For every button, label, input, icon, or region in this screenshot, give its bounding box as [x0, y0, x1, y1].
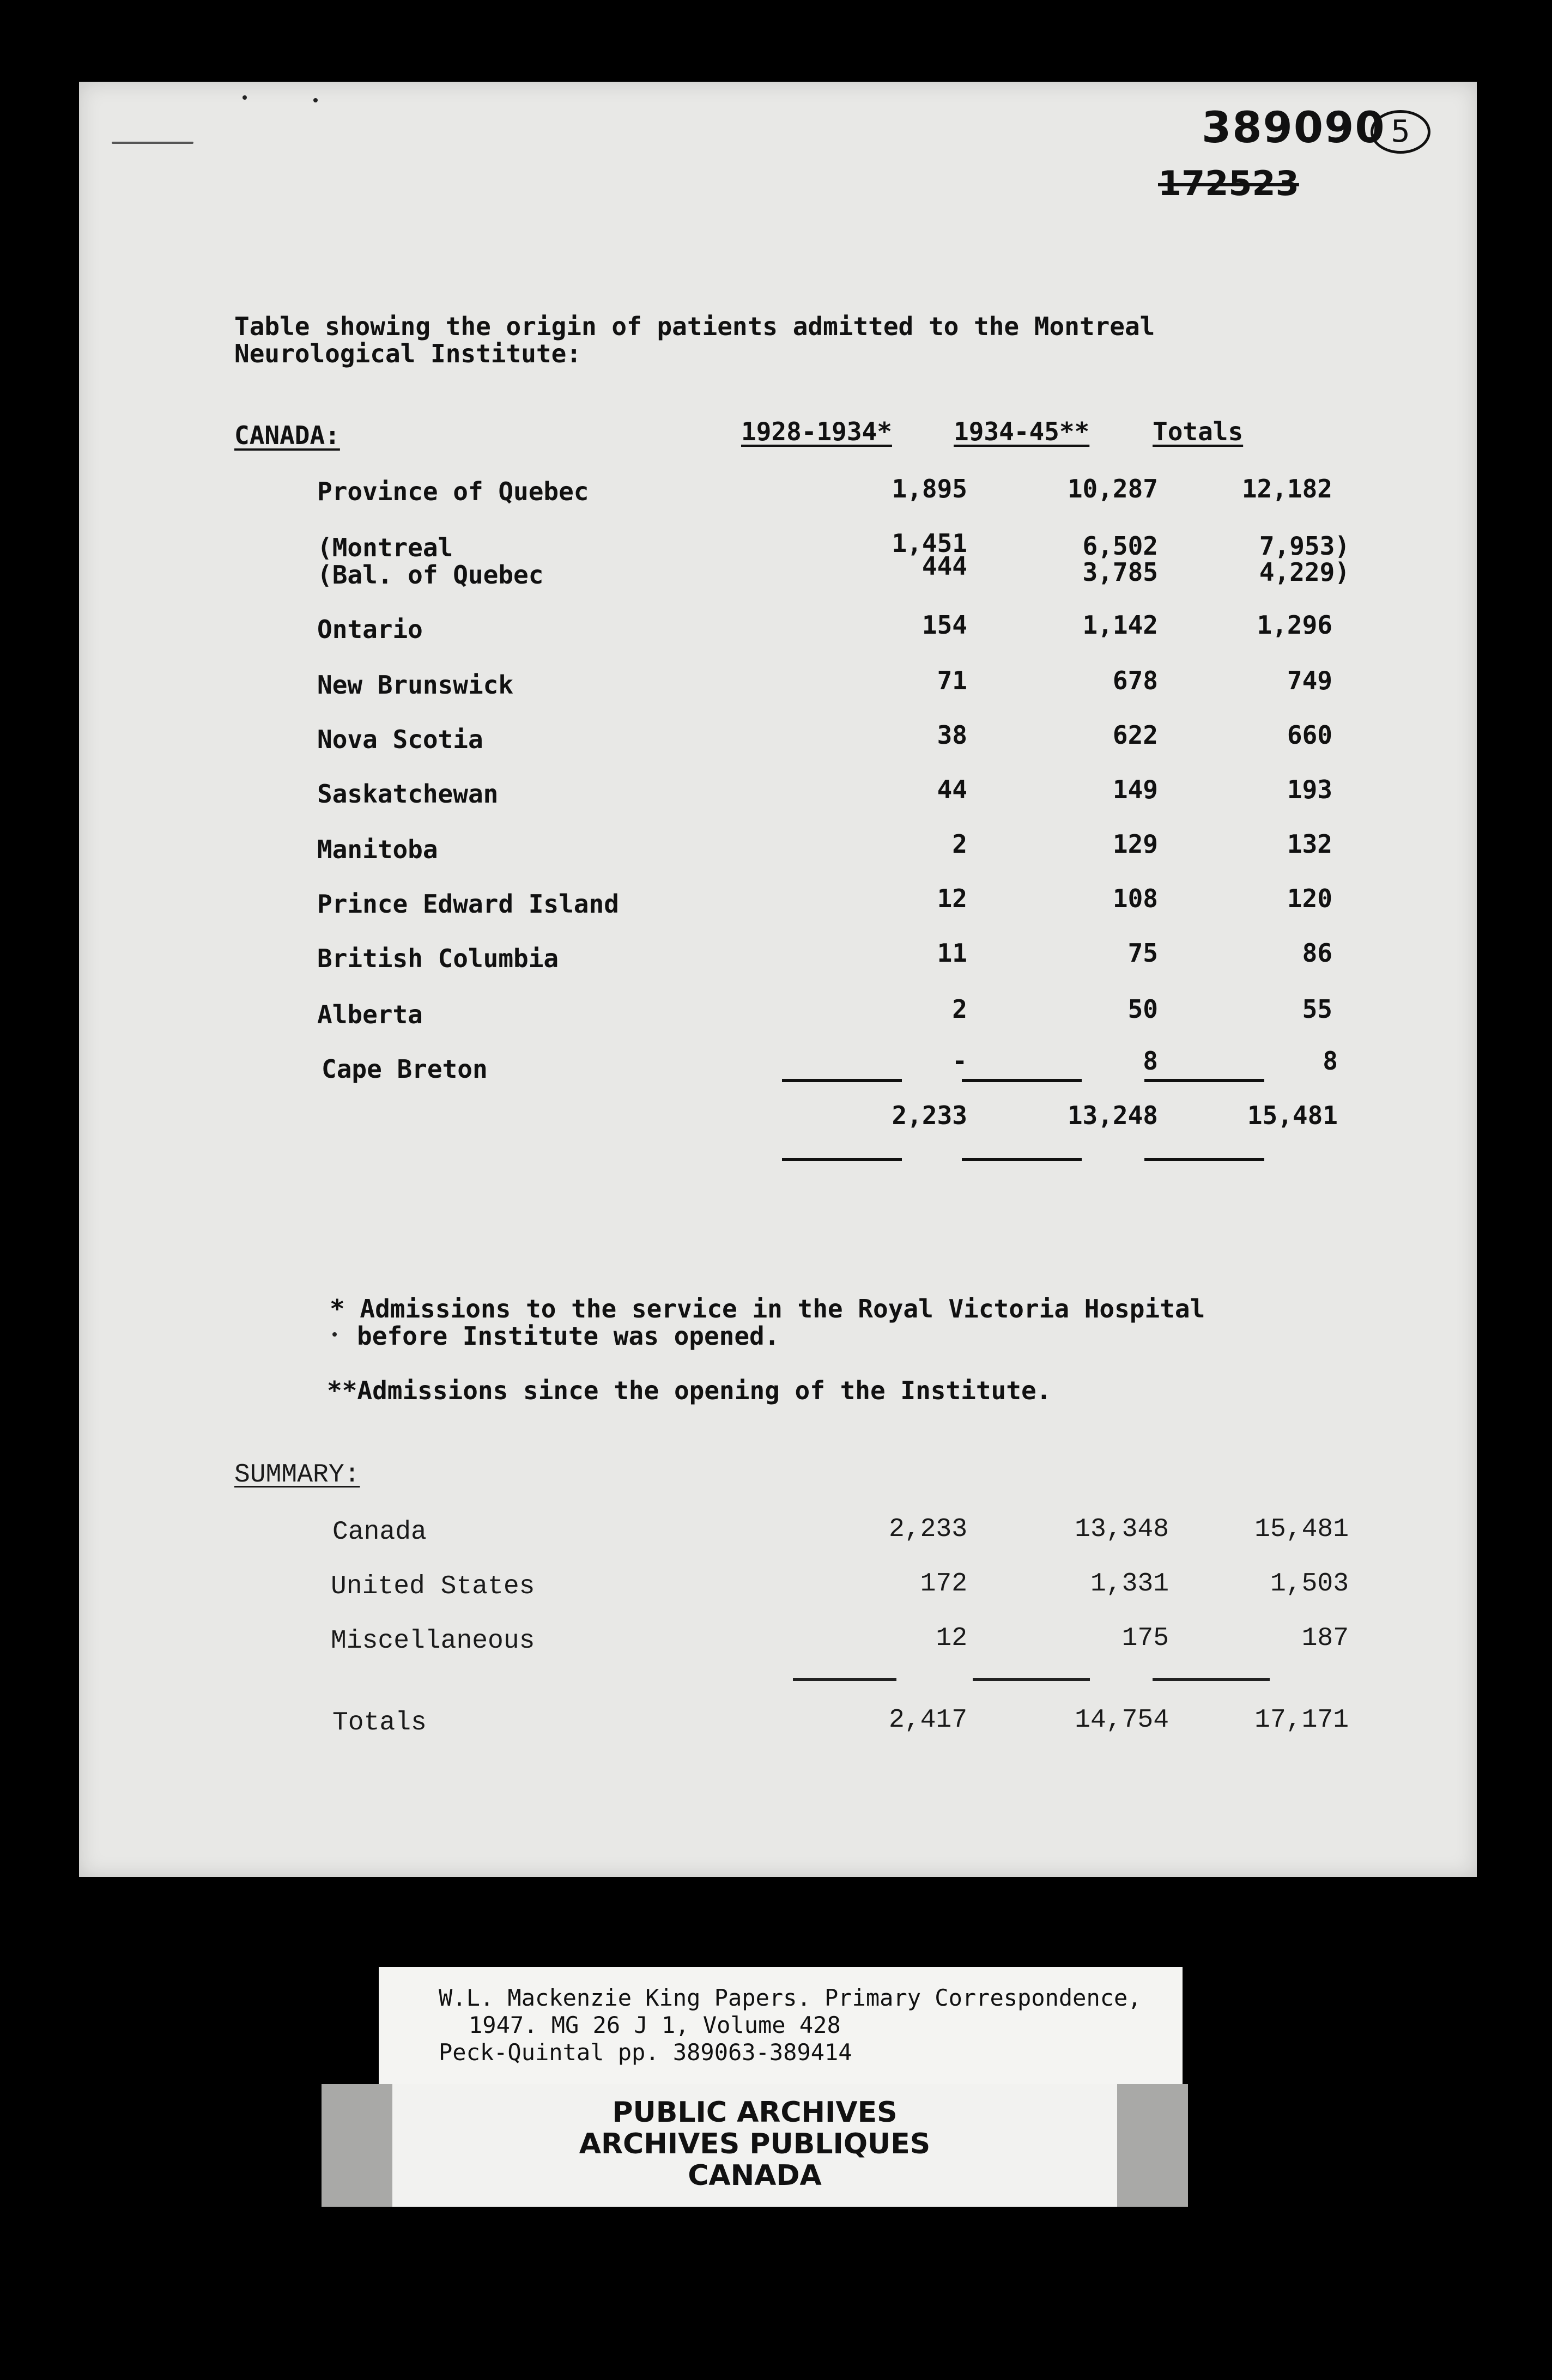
row-label: Province of Quebec: [317, 477, 589, 506]
double-rule: [962, 1158, 1082, 1161]
sum-rule: [782, 1079, 902, 1082]
cell-1928-1934: 172: [920, 1569, 967, 1599]
cell-totals: 1,296: [1257, 610, 1332, 640]
footnote-1-line1: * Admissions to the service in the Royal Victoria Hospital: [330, 1294, 1205, 1323]
cell-totals: 120: [1287, 884, 1332, 913]
cell-1928-1934: 12: [937, 884, 967, 913]
cell-1934-45: 1,331: [1090, 1569, 1169, 1599]
sum-rule: [1144, 1079, 1264, 1082]
cell-totals: 12,182: [1241, 474, 1332, 503]
cell-1928-1934: 2: [952, 994, 967, 1024]
row-label: British Columbia: [317, 944, 559, 973]
cell-1934-45: 8: [1143, 1046, 1158, 1076]
citation-line1: W.L. Mackenzie King Papers. Primary Correspondence,: [439, 1984, 1142, 2011]
cell-totals: 749: [1287, 666, 1332, 695]
summary-heading: SUMMARY:: [234, 1460, 360, 1490]
totals-label: Totals: [332, 1708, 427, 1738]
cell-1928-1934: 11: [937, 938, 967, 968]
total-1928-1934: 2,417: [888, 1705, 967, 1735]
document-page: [79, 82, 1477, 1877]
column-header-totals: Totals: [1153, 417, 1244, 446]
cell-1934-45: 678: [1112, 666, 1158, 695]
row-label: Nova Scotia: [317, 725, 483, 754]
cell-1928-1934: 44: [937, 775, 967, 804]
sum-rule: [793, 1678, 896, 1681]
cell-totals: 8: [1323, 1046, 1338, 1076]
speck: [242, 95, 247, 100]
row-label: Ontario: [317, 615, 423, 644]
row-label: Prince Edward Island: [317, 889, 619, 919]
cell-1928-1934: 1,895: [892, 474, 967, 503]
cell-1934-45: 175: [1121, 1624, 1169, 1653]
cell-totals: 193: [1287, 775, 1332, 804]
cell-1928-1934: 1,451: [892, 529, 967, 558]
cell-1928-1934: 2: [952, 829, 967, 859]
citation-line3: Peck-Quintal pp. 389063-389414: [439, 2039, 852, 2066]
strip-end-right: [1117, 2084, 1188, 2207]
cell-1934-45: 622: [1112, 720, 1158, 750]
row-label: New Brunswick: [317, 670, 514, 700]
canada-heading: CANADA:: [234, 421, 340, 450]
cell-1934-45: 75: [1127, 938, 1158, 968]
cell-1934-45: 1,142: [1082, 610, 1158, 640]
sum-rule: [973, 1678, 1090, 1681]
archives-country: CANADA: [688, 2159, 822, 2192]
cell-1928-1934: 38: [937, 720, 967, 750]
row-label: (Montreal: [317, 533, 453, 562]
row-label: Saskatchewan: [317, 779, 499, 809]
double-rule: [782, 1158, 902, 1161]
archives-strip: [322, 2084, 1188, 2207]
strip-end-left: [322, 2084, 392, 2207]
cell-totals: 1,503: [1270, 1569, 1349, 1599]
cell-totals: 187: [1301, 1624, 1349, 1653]
row-label: (Bal. of Quebec: [317, 560, 544, 590]
total-1928-1934: 2,233: [892, 1101, 967, 1130]
stamp-number: 389090: [1202, 104, 1386, 153]
cell-1934-45: 10,287: [1067, 474, 1158, 503]
cell-totals: 55: [1302, 994, 1332, 1024]
row-label: Canada: [332, 1517, 427, 1547]
cell-1934-45: 50: [1127, 994, 1158, 1024]
total-totals: 17,171: [1254, 1705, 1349, 1735]
table-title-line2: Neurological Institute:: [234, 339, 581, 368]
total-1934-45: 13,248: [1067, 1101, 1158, 1130]
archives-name-fr: ARCHIVES PUBLIQUES: [579, 2128, 931, 2160]
sum-rule: [1153, 1678, 1270, 1681]
cell-1928-1934: -: [952, 1046, 967, 1076]
footnote-1-line2: before Institute was opened.: [357, 1321, 780, 1351]
cell-1928-1934: 71: [937, 666, 967, 695]
row-label: United States: [331, 1572, 535, 1601]
row-label: Alberta: [317, 1000, 423, 1029]
cell-totals: 86: [1302, 938, 1332, 968]
total-totals: 15,481: [1247, 1101, 1338, 1130]
total-1934-45: 14,754: [1075, 1705, 1169, 1735]
row-label: Miscellaneous: [331, 1626, 535, 1656]
sum-rule: [962, 1079, 1082, 1082]
speck: [313, 98, 318, 102]
cell-totals: 4,229): [1259, 557, 1350, 587]
column-header-1934-45: 1934-45**: [954, 417, 1090, 446]
cell-1928-1934: 154: [922, 610, 967, 640]
strip-center: [392, 2084, 1117, 2207]
cell-1934-45: 108: [1112, 884, 1158, 913]
cell-1934-45: 13,348: [1075, 1515, 1169, 1544]
cell-totals: 132: [1287, 829, 1332, 859]
table-title-line1: Table showing the origin of patients admitted to the Montreal: [234, 312, 1155, 341]
cell-totals: 15,481: [1254, 1515, 1349, 1544]
double-rule: [1144, 1158, 1264, 1161]
cell-1928-1934: 444: [922, 551, 967, 581]
cell-1928-1934: 12: [936, 1624, 967, 1653]
archive-citation-label: [379, 1967, 1183, 2092]
row-label: Manitoba: [317, 835, 438, 864]
struck-number: 172523: [1158, 163, 1299, 203]
footnote-2: **Admissions since the opening of the Institute.: [327, 1376, 1052, 1405]
column-header-1928-1934: 1928-1934*: [741, 417, 892, 446]
cell-totals: 7,953): [1259, 531, 1350, 561]
cell-1934-45: 6,502: [1082, 531, 1158, 561]
cell-1928-1934: 2,233: [888, 1515, 967, 1544]
speck: [112, 142, 193, 144]
cell-1934-45: 3,785: [1082, 557, 1158, 587]
cell-totals: 660: [1287, 720, 1332, 750]
cell-1934-45: 129: [1112, 829, 1158, 859]
row-label: Cape Breton: [322, 1054, 488, 1084]
circled-number: 5: [1371, 110, 1430, 154]
citation-line2: 1947. MG 26 J 1, Volume 428: [469, 2012, 841, 2038]
archives-name-en: PUBLIC ARCHIVES: [612, 2096, 898, 2129]
speck: [332, 1332, 337, 1337]
cell-1934-45: 149: [1112, 775, 1158, 804]
